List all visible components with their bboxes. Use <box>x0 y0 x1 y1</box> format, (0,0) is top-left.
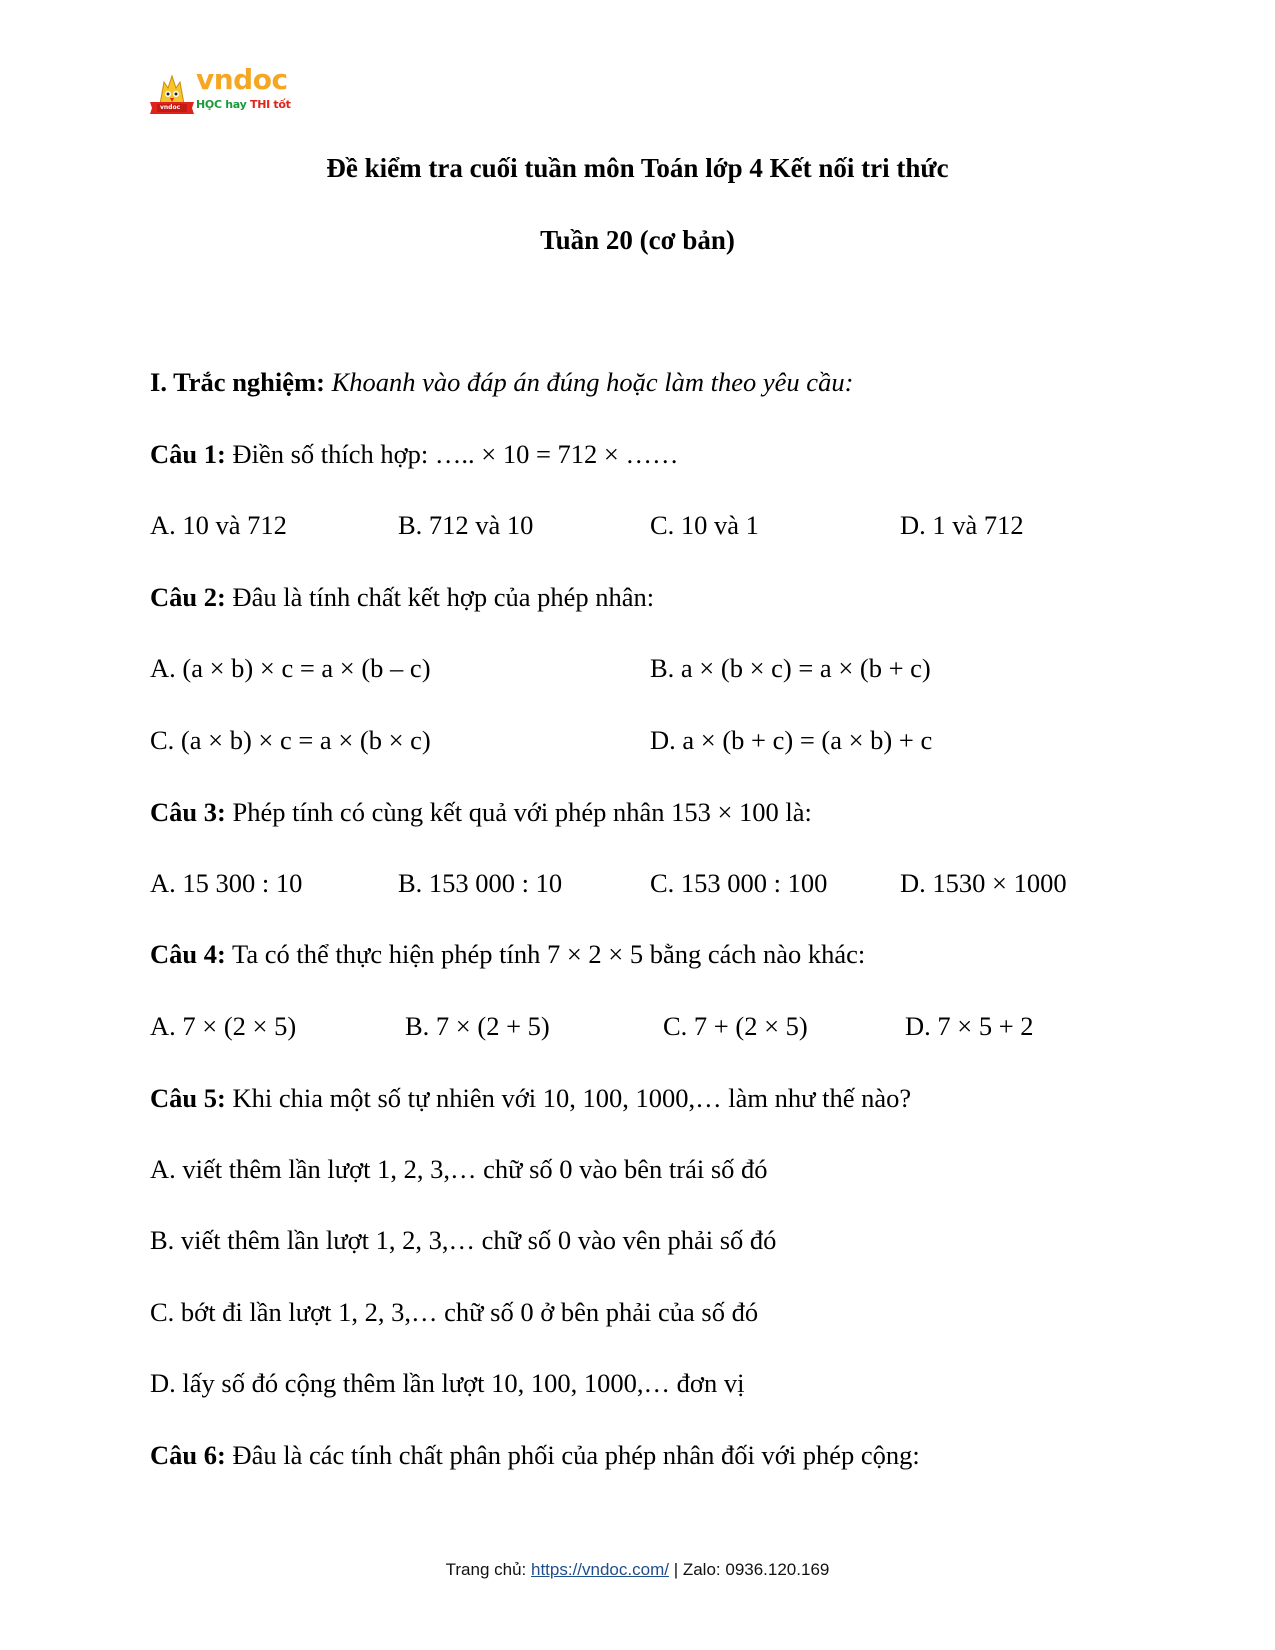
question-label: Câu 2: <box>150 582 226 612</box>
q2-option-a[interactable]: A. (a × b) × c = a × (b – c) <box>150 653 431 683</box>
q3-option-c[interactable]: C. 153 000 : 100 <box>650 868 828 898</box>
q2-option-d[interactable]: D. a × (b + c) = (a × b) + c <box>650 725 933 755</box>
question-5 <box>150 1085 911 1112</box>
q4-option-a[interactable]: A. 7 × (2 × 5) <box>150 1011 297 1041</box>
q2-option-c[interactable]: C. (a × b) × c = a × (b × c) <box>150 725 431 755</box>
q4-option-c[interactable]: C. 7 + (2 × 5) <box>663 1011 808 1041</box>
question-label: Câu 3: <box>150 797 226 827</box>
q1-option-c[interactable]: C. 10 và 1 <box>650 510 759 540</box>
footer-home-link[interactable]: https://vndoc.com/ <box>531 1560 669 1579</box>
q1-option-a[interactable]: A. 10 và 712 <box>150 510 287 540</box>
question-text: Điền số thích hợp: ….. × 10 = 712 × …… <box>232 439 679 469</box>
q1-option-b[interactable]: B. 712 và 10 <box>398 510 534 540</box>
q4-option-b[interactable]: B. 7 × (2 + 5) <box>405 1011 550 1041</box>
q1-option-d[interactable]: D. 1 và 712 <box>900 510 1024 540</box>
question-text: Khi chia một số tự nhiên với 10, 100, 1000,… làm như thế nào? <box>232 1083 912 1113</box>
q3-option-a[interactable]: A. 15 300 : 10 <box>150 868 303 898</box>
question-3 <box>150 799 812 826</box>
footer-home-label: Trang chủ: <box>445 1560 527 1579</box>
question-label: Câu 5: <box>150 1083 226 1113</box>
question-text: Đâu là tính chất kết hợp của phép nhân: <box>232 582 655 612</box>
question-4 <box>150 941 865 968</box>
document-subtitle: Tuần 20 (cơ bản) <box>540 225 735 255</box>
question-text: Phép tính có cùng kết quả với phép nhân 153 × 100 là: <box>232 797 812 827</box>
question-text: Đâu là các tính chất phân phối của phép nhân đối với phép cộng: <box>232 1440 920 1470</box>
q4-option-d[interactable]: D. 7 × 5 + 2 <box>905 1011 1034 1041</box>
footer-separator: | <box>673 1560 679 1579</box>
page-footer <box>0 1561 1275 1578</box>
question-6 <box>150 1442 920 1469</box>
footer-zalo: Zalo: 0936.120.169 <box>682 1560 830 1579</box>
section-label: I. Trắc nghiệm: <box>150 367 325 397</box>
vndoc-logo[interactable] <box>150 63 302 120</box>
q2-option-b[interactable]: B. a × (b × c) = a × (b + c) <box>650 653 931 683</box>
q5-option-d[interactable]: D. lấy số đó cộng thêm lần lượt 10, 100, 1000,… đơn vị <box>150 1368 745 1398</box>
q5-option-b[interactable]: B. viết thêm lần lượt 1, 2, 3,… chữ số 0 vào vên phải số đó <box>150 1225 777 1255</box>
question-label: Câu 4: <box>150 939 226 969</box>
question-1 <box>150 441 678 468</box>
question-text: Ta có thể thực hiện phép tính 7 × 2 × 5 bằng cách nào khác: <box>231 939 866 969</box>
slogan-green: HỌC hay <box>196 98 247 111</box>
section-instruction: Khoanh vào đáp án đúng hoặc làm theo yêu cầu: <box>331 367 854 397</box>
q5-option-a[interactable]: A. viết thêm lần lượt 1, 2, 3,… chữ số 0 vào bên trái số đó <box>150 1154 768 1184</box>
logo-ribbon-text: vndoc <box>160 104 181 111</box>
q3-option-d[interactable]: D. 1530 × 1000 <box>900 868 1067 898</box>
section-heading <box>150 369 853 396</box>
question-label: Câu 6: <box>150 1440 226 1470</box>
slogan-red: THI tốt <box>249 98 291 111</box>
document-title: Đề kiểm tra cuối tuần môn Toán lớp 4 Kết nối tri thức <box>326 153 949 183</box>
q3-option-b[interactable]: B. 153 000 : 10 <box>398 868 563 898</box>
logo-slogan <box>196 99 291 110</box>
question-label: Câu 1: <box>150 439 226 469</box>
q5-option-c[interactable]: C. bớt đi lần lượt 1, 2, 3,… chữ số 0 ở bên phải của số đó <box>150 1297 759 1327</box>
logo-brand-text: vndoc <box>196 63 288 96</box>
question-2 <box>150 584 654 611</box>
